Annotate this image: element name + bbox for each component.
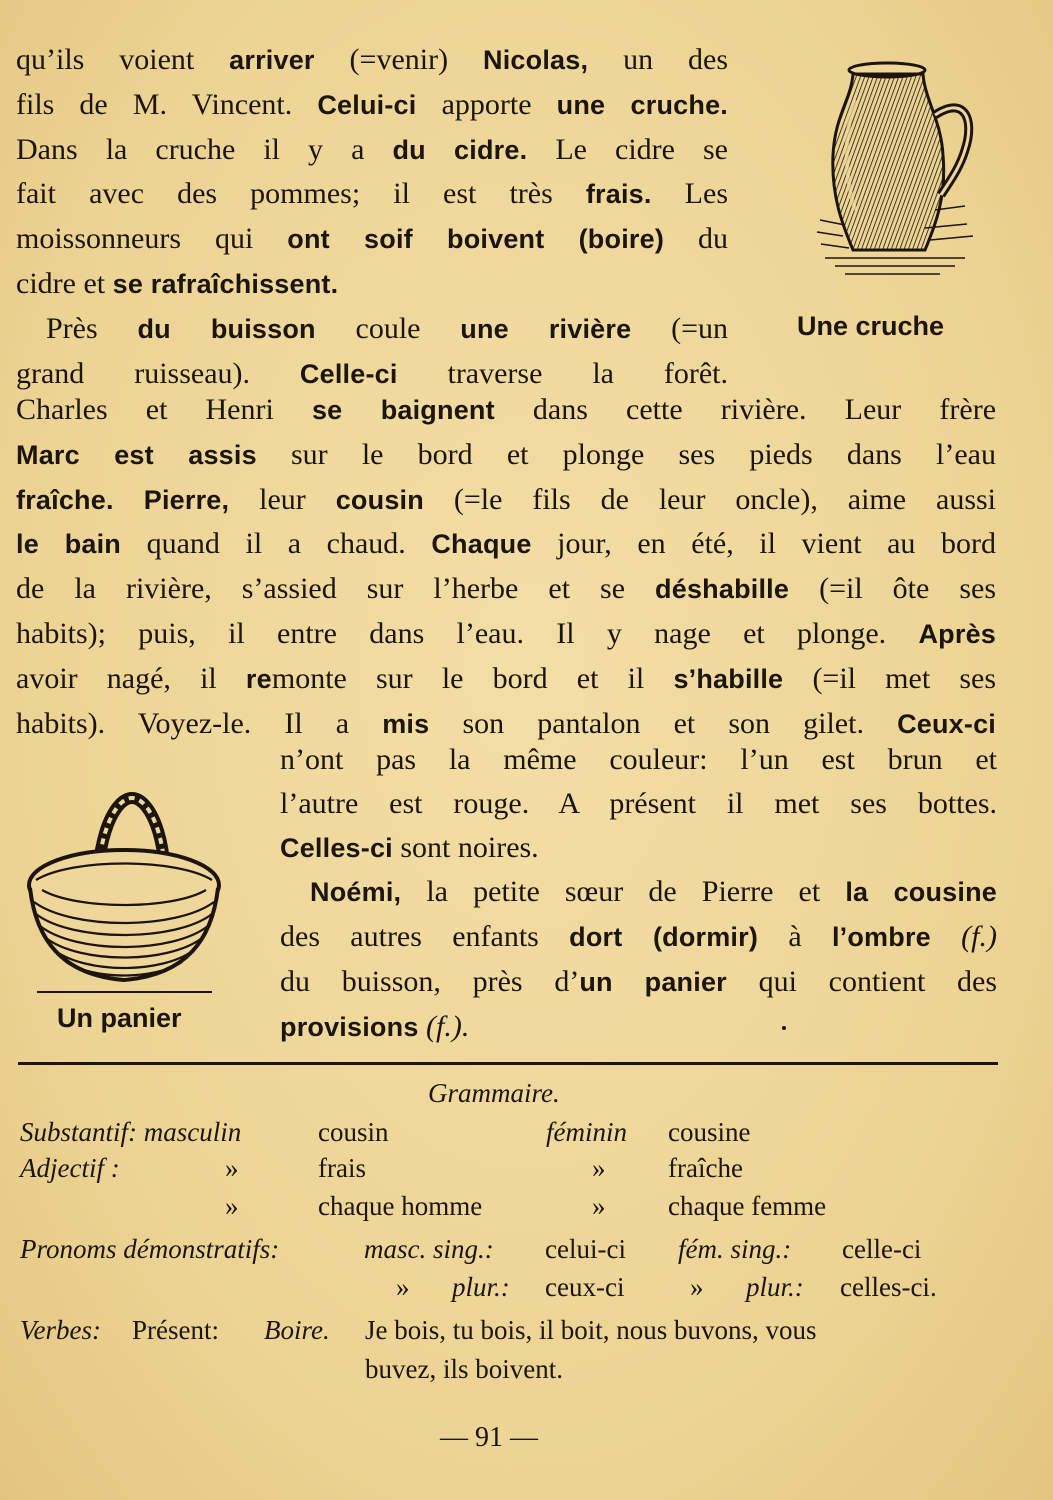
text: (f.). xyxy=(418,1009,470,1043)
row4-fem-label: fém. sing.: xyxy=(678,1234,792,1264)
keyword: la cousine xyxy=(845,877,998,908)
keyword: Celle-ci xyxy=(299,358,398,389)
text-line xyxy=(16,657,996,702)
keyword: Marc est assis xyxy=(16,439,257,470)
row2-ditto: » xyxy=(592,1153,606,1183)
text: à xyxy=(758,920,832,954)
row3-fem: chaque femme xyxy=(668,1191,827,1221)
grammar-title: Grammaire. xyxy=(428,1078,560,1108)
text: (=venir) xyxy=(314,43,484,76)
text: (=il met ses xyxy=(783,661,996,695)
text-line xyxy=(280,826,997,871)
text-line xyxy=(16,612,996,657)
basket-illustration xyxy=(22,790,227,1000)
keyword: ont soif boivent (boire) xyxy=(287,224,665,255)
row5-ditto: » xyxy=(396,1272,410,1302)
row2-label: Adjectif : xyxy=(20,1153,120,1183)
text-line xyxy=(280,1005,997,1050)
text: dans cette rivière. Leur frère xyxy=(494,393,997,426)
row1-masc: cousin xyxy=(318,1117,389,1147)
row5-masc: ceux-ci xyxy=(545,1272,625,1302)
basket-caption: Un panier xyxy=(57,1003,182,1033)
text: habits); puis, il entre dans l’eau. Il y nage et plonge. xyxy=(16,616,919,650)
text-line xyxy=(16,522,996,567)
text-line xyxy=(16,217,728,262)
row2-ditto: » xyxy=(225,1153,239,1183)
text: coule xyxy=(315,311,461,345)
text: Le cidre se xyxy=(527,132,728,166)
text: sont noires. xyxy=(392,830,539,864)
page-number: — 91 — xyxy=(440,1422,538,1453)
text: (f.) xyxy=(930,920,997,954)
keyword: Nicolas, xyxy=(483,45,589,75)
keyword: une rivière xyxy=(460,313,632,344)
keyword: arriver xyxy=(229,45,315,75)
keyword: Celui-ci xyxy=(317,89,417,120)
verbs-tense: Présent: xyxy=(132,1315,219,1345)
text: cidre et xyxy=(16,266,113,300)
keyword: déshabille xyxy=(655,574,790,605)
keyword: Celles-ci xyxy=(280,832,393,863)
text: fait avec des pommes; il est très xyxy=(16,177,586,211)
row4-masc: celui-ci xyxy=(545,1234,626,1264)
verbs-line1: Je bois, tu bois, il boit, nous buvons, vous xyxy=(365,1315,817,1345)
text: moissonneurs qui xyxy=(16,222,288,256)
keyword: se baignent xyxy=(311,395,495,425)
row5-ditto: » xyxy=(690,1272,704,1302)
text-line xyxy=(16,567,996,612)
text: apporte xyxy=(416,87,557,121)
text: avoir nagé, il xyxy=(16,661,246,695)
text: qu’ils voient xyxy=(16,43,230,76)
verbs-label: Verbes: xyxy=(20,1315,101,1345)
keyword: fraîche. Pierre, xyxy=(16,484,230,515)
text: Près xyxy=(46,311,138,345)
text: (=le fils de leur oncle), aime aussi xyxy=(423,482,996,516)
text-line xyxy=(280,870,997,915)
text-line xyxy=(280,782,997,826)
text: grand ruisseau). xyxy=(16,356,300,390)
text-line xyxy=(16,172,728,217)
text-line xyxy=(280,738,997,782)
text: son pantalon et son gilet. xyxy=(429,706,898,740)
keyword: mis xyxy=(382,708,430,739)
row5-fem: celles-ci. xyxy=(840,1272,937,1302)
text-line xyxy=(16,388,996,433)
row1-label: Substantif: masculin xyxy=(20,1117,242,1147)
keyword: re xyxy=(245,663,272,694)
row5-masc-label: plur.: xyxy=(452,1272,510,1302)
row4-fem: celle-ci xyxy=(842,1234,922,1264)
keyword: du buisson xyxy=(137,313,316,344)
text: du xyxy=(664,222,728,256)
keyword: un panier xyxy=(579,966,727,997)
row4-masc-label: masc. sing.: xyxy=(364,1234,494,1264)
row5-fem-label: plur.: xyxy=(746,1272,804,1302)
text: monte sur le bord et il xyxy=(271,661,674,695)
text-line xyxy=(16,307,728,352)
text: (=il ôte ses xyxy=(789,572,996,606)
text: habits). Voyez-le. Il a xyxy=(16,706,383,740)
keyword: frais. xyxy=(585,179,652,210)
row3-ditto: » xyxy=(225,1191,239,1221)
keyword: provisions xyxy=(280,1011,419,1042)
paragraph-middle xyxy=(16,388,996,746)
text: quand il a chaud. xyxy=(121,527,432,561)
text: Les xyxy=(651,177,728,211)
text-line xyxy=(16,83,728,128)
paragraph-top xyxy=(16,38,728,396)
ink-dot xyxy=(782,1026,786,1030)
row4-label: Pronoms démonstratifs: xyxy=(20,1234,280,1264)
text: un des xyxy=(588,43,728,76)
row2-fem: fraîche xyxy=(668,1153,743,1183)
keyword: Ceux-ci xyxy=(897,708,996,739)
text: traverse la forêt. xyxy=(397,356,729,390)
keyword: Chaque xyxy=(431,529,532,560)
text: Dans la cruche il y a xyxy=(16,132,393,166)
row1-fem-label: féminin xyxy=(546,1117,627,1147)
keyword: le bain xyxy=(16,529,122,560)
text: la petite sœur de Pierre et xyxy=(401,875,846,909)
text-line xyxy=(16,38,728,83)
text: jour, en été, il vient au bord xyxy=(531,527,996,561)
keyword: se rafraîchissent. xyxy=(112,268,339,299)
text-line xyxy=(280,960,997,1005)
keyword: Noémi, xyxy=(310,877,402,908)
jug-caption: Une cruche xyxy=(797,311,945,341)
text: leur xyxy=(229,482,336,516)
text-line xyxy=(280,915,997,960)
keyword: une cruche. xyxy=(556,89,729,120)
text: l’autre est rouge. A présent il met ses bottes. xyxy=(280,786,997,820)
text: sur le bord et plonge ses pieds dans l’eau xyxy=(256,437,996,471)
text: Charles et Henri xyxy=(16,393,312,426)
text: qui contient des xyxy=(726,964,997,998)
keyword: cousin xyxy=(335,484,424,515)
keyword: s’habille xyxy=(673,663,784,694)
text: fils de M. Vincent. xyxy=(16,87,318,121)
row3-ditto: » xyxy=(592,1191,606,1221)
text: du buisson, près d’ xyxy=(280,964,580,998)
text-line xyxy=(16,128,728,173)
text: des autres enfants xyxy=(280,920,570,954)
divider xyxy=(18,1062,998,1065)
keyword: l’ombre xyxy=(831,922,931,953)
text: (=un xyxy=(631,311,728,345)
keyword: du cidre. xyxy=(392,134,528,165)
text-line xyxy=(16,433,996,478)
text: de la rivière, s’assied sur l’herbe et se xyxy=(16,572,656,606)
text-line xyxy=(16,262,728,307)
row3-masc: chaque homme xyxy=(318,1191,483,1221)
jug-illustration xyxy=(815,60,975,285)
paragraph-bottom xyxy=(280,738,997,1050)
keyword: Après xyxy=(918,618,996,649)
verbs-line2: buvez, ils boivent. xyxy=(365,1354,563,1384)
row1-fem: cousine xyxy=(668,1117,751,1147)
text: n’ont pas la même couleur: l’un est brun et xyxy=(280,743,997,776)
verbs-verb: Boire. xyxy=(264,1315,330,1345)
text-line xyxy=(16,478,996,523)
keyword: dort (dormir) xyxy=(569,922,759,953)
row2-masc: frais xyxy=(318,1153,366,1183)
